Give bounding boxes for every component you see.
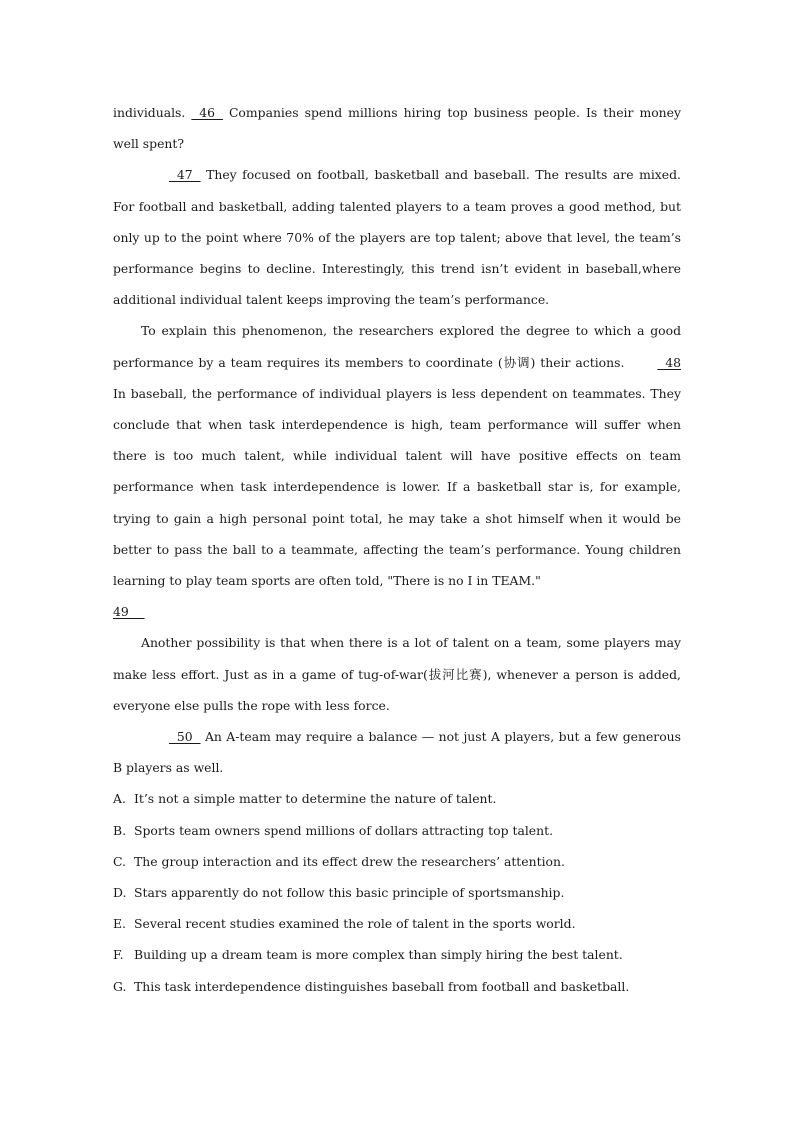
options-list: [113, 783, 681, 1001]
paragraph-text: In baseball, the performance of individual players is less dependent on teammates. They conclude that when task interdependence is high, team performance will suffer when there is too much talent, while individual talent will have positive effects on team performance when task interdependence is lower. If a basketball star is, for example, trying to gain a high personal point total, he may take a shot himself when it would be better to pass the ball to a teammate, affecting the team’s performance. Young children learning to play team sports are often told, "There is no I in TEAM.": [113, 385, 681, 589]
answer-blank-50: 50: [169, 729, 201, 745]
paragraph-results: [113, 159, 681, 315]
option-text: Sports team owners spend millions of dollars attracting top talent.: [134, 822, 554, 838]
paragraph-text: individuals.: [113, 105, 192, 120]
option-label: B.: [113, 822, 127, 838]
paragraph-text: Companies spend millions hiring top business people. Is their money well spent?: [113, 105, 681, 152]
option-text: This task interdependence distinguishes baseball from football and basketball.: [134, 978, 630, 994]
option-label: D.: [113, 885, 127, 901]
option-d: [113, 877, 681, 908]
paragraph-possibility: [113, 627, 681, 721]
option-label: F.: [113, 947, 124, 963]
paragraph-conclusion: [113, 721, 681, 783]
answer-blank-49: 49: [113, 604, 145, 620]
paragraph-text: To explain this phenomenon, the researchers explored the degree to which a good performance by a team requires its members to coordinate (协调) their actions.: [113, 323, 681, 370]
option-text: Building up a dream team is more complex than simply hiring the best talent.: [134, 947, 623, 963]
paragraph-intro: [113, 97, 681, 159]
paragraph-text: They focused on football, basketball and baseball. The results are mixed. For football and basketball, adding talented players to a team proves a good method, but only up to the point where 70% of the players are top talent; above that level, the team’s performance begins to decline. Interestingly, this trend isn’t evident in baseball,where additional individual talent keeps improving the team’s performance.: [113, 167, 681, 308]
option-e: [113, 908, 681, 939]
answer-blank-47: 47: [169, 167, 201, 183]
option-label: A.: [113, 791, 126, 807]
option-text: Stars apparently do not follow this basic principle of sportsmanship.: [134, 885, 565, 901]
option-text: The group interaction and its effect drew the researchers’ attention.: [134, 853, 565, 869]
option-text: Several recent studies examined the role of talent in the sports world.: [134, 916, 576, 932]
option-label: E.: [113, 916, 126, 932]
option-g: [113, 971, 681, 1002]
option-text: It’s not a simple matter to determine the nature of talent.: [134, 791, 497, 807]
answer-blank-48: 48: [657, 354, 681, 370]
paragraph-explanation: [113, 315, 681, 596]
reading-passage: [113, 97, 681, 1002]
paragraph-text: Another possibility is that when there is a lot of talent on a team, some players may make less effort. Just as in a game of tug-of-war(拔河比赛), whenever a person is added, everyone else pulls the rope with less force.: [113, 635, 681, 713]
answer-blank-46: 46: [191, 105, 223, 120]
option-b: [113, 815, 681, 846]
paragraph-blank-49: [113, 596, 681, 627]
option-c: [113, 846, 681, 877]
option-label: G.: [113, 978, 127, 994]
option-f: [113, 939, 681, 970]
option-a: [113, 783, 681, 814]
paragraph-text: An A-team may require a balance — not just A players, but a few generous B players as well.: [113, 729, 681, 776]
option-label: C.: [113, 853, 126, 869]
